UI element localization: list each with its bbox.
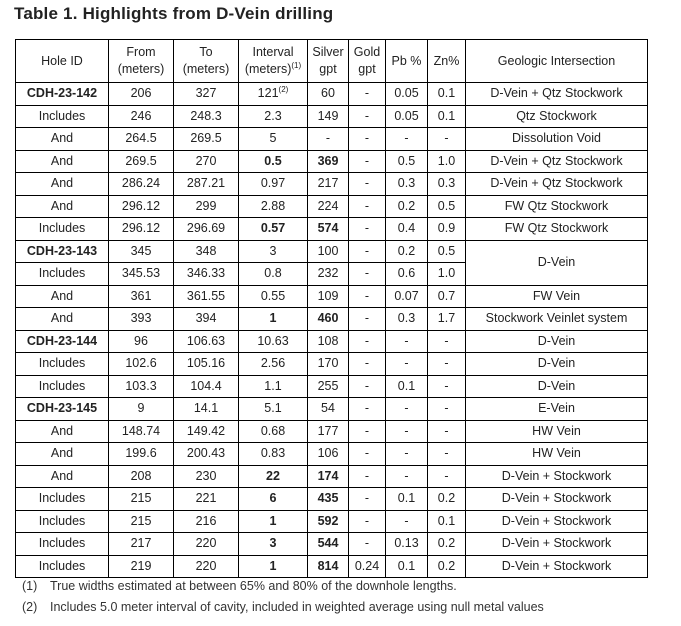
hole-id-cell: And <box>16 465 109 488</box>
header-row <box>16 40 648 83</box>
table-row <box>16 150 648 173</box>
hole-id-cell: Includes <box>16 488 109 511</box>
table-row <box>16 240 648 263</box>
to-cell: 327 <box>174 83 239 106</box>
table-title: Table 1. Highlights from D-Vein drilling <box>14 4 334 23</box>
hole-id-cell: Includes <box>16 353 109 376</box>
zn-cell: 0.2 <box>428 555 466 578</box>
table-row <box>16 375 648 398</box>
geologic-intersection-cell: D-Vein + Qtz Stockwork <box>466 150 648 173</box>
table-row <box>16 330 648 353</box>
gold-cell: - <box>349 533 386 556</box>
geologic-intersection-cell: FW Vein <box>466 285 648 308</box>
to-cell: 200.43 <box>174 443 239 466</box>
to-cell: 269.5 <box>174 128 239 151</box>
header-interval: Interval (meters)$^{(1)}$ <box>239 40 308 83</box>
to-cell: 361.55 <box>174 285 239 308</box>
silver-cell: 435 <box>308 488 349 511</box>
pb-cell: - <box>386 510 428 533</box>
gold-cell: - <box>349 443 386 466</box>
gold-cell: - <box>349 420 386 443</box>
interval-cell: 6 <box>239 488 308 511</box>
table-row <box>16 510 648 533</box>
hole-id-cell: Includes <box>16 510 109 533</box>
to-cell: 220 <box>174 533 239 556</box>
zn-cell: 0.1 <box>428 105 466 128</box>
gold-cell: - <box>349 83 386 106</box>
table-row <box>16 420 648 443</box>
geologic-intersection-cell: Qtz Stockwork <box>466 105 648 128</box>
interval-cell: 5.1 <box>239 398 308 421</box>
geologic-intersection-cell: FW Qtz Stockwork <box>466 195 648 218</box>
geologic-intersection-cell: D-Vein <box>466 240 648 285</box>
geologic-intersection-cell: D-Vein + Qtz Stockwork <box>466 173 648 196</box>
header-geologic-intersection: Geologic Intersection <box>466 40 648 83</box>
silver-cell: 460 <box>308 308 349 331</box>
interval-cell: 3 <box>239 240 308 263</box>
to-cell: 230 <box>174 465 239 488</box>
interval-cell: 2.88 <box>239 195 308 218</box>
zn-cell: 0.2 <box>428 488 466 511</box>
table-row <box>16 398 648 421</box>
zn-cell: - <box>428 375 466 398</box>
table-row <box>16 105 648 128</box>
geologic-intersection-cell: FW Qtz Stockwork <box>466 218 648 241</box>
interval-cell: 1 <box>239 555 308 578</box>
pb-cell: - <box>386 330 428 353</box>
to-cell: 105.16 <box>174 353 239 376</box>
to-cell: 106.63 <box>174 330 239 353</box>
gold-cell: - <box>349 510 386 533</box>
from-cell: 393 <box>109 308 174 331</box>
from-cell: 264.5 <box>109 128 174 151</box>
interval-cell: 2.3 <box>239 105 308 128</box>
interval-cell: 0.55 <box>239 285 308 308</box>
from-cell: 361 <box>109 285 174 308</box>
hole-id-cell: And <box>16 285 109 308</box>
geologic-intersection-cell: D-Vein + Qtz Stockwork <box>466 83 648 106</box>
table-body <box>16 83 648 578</box>
pb-cell: 0.07 <box>386 285 428 308</box>
from-cell: 345.53 <box>109 263 174 286</box>
silver-cell: 60 <box>308 83 349 106</box>
table-row <box>16 218 648 241</box>
from-cell: 148.74 <box>109 420 174 443</box>
from-cell: 286.24 <box>109 173 174 196</box>
silver-cell: 369 <box>308 150 349 173</box>
silver-cell: 814 <box>308 555 349 578</box>
hole-id-cell: And <box>16 173 109 196</box>
gold-cell: - <box>349 105 386 128</box>
table-row <box>16 83 648 106</box>
interval-cell: 1 <box>239 510 308 533</box>
zn-cell: 0.1 <box>428 83 466 106</box>
table-row <box>16 443 648 466</box>
geologic-intersection-cell: HW Vein <box>466 443 648 466</box>
interval-footnote-marker: (2) <box>278 85 289 95</box>
pb-cell: 0.2 <box>386 240 428 263</box>
geologic-intersection-cell: D-Vein <box>466 330 648 353</box>
header-zn: Zn% <box>428 40 466 83</box>
gold-cell: - <box>349 195 386 218</box>
geologic-intersection-cell: D-Vein + Stockwork <box>466 488 648 511</box>
hole-id-cell: CDH-23-142 <box>16 83 109 106</box>
geologic-intersection-cell: D-Vein <box>466 375 648 398</box>
gold-cell: - <box>349 128 386 151</box>
interval-cell: 3 <box>239 533 308 556</box>
geologic-intersection-cell: D-Vein + Stockwork <box>466 533 648 556</box>
zn-cell: 0.5 <box>428 240 466 263</box>
zn-cell: 1.7 <box>428 308 466 331</box>
pb-cell: 0.3 <box>386 173 428 196</box>
footnote-2: (2) Includes 5.0 meter interval of cavity, included in weighted average using null metal values <box>22 600 544 614</box>
hole-id-cell: And <box>16 150 109 173</box>
pb-cell: 0.1 <box>386 555 428 578</box>
to-cell: 149.42 <box>174 420 239 443</box>
header-hole-id: Hole ID <box>16 40 109 83</box>
silver-cell: 174 <box>308 465 349 488</box>
pb-cell: 0.05 <box>386 83 428 106</box>
interval-cell: 0.97 <box>239 173 308 196</box>
silver-cell: 255 <box>308 375 349 398</box>
header-gold: Gold gpt <box>349 40 386 83</box>
interval-cell: 0.5 <box>239 150 308 173</box>
silver-cell: 177 <box>308 420 349 443</box>
interval-cell: 1.1 <box>239 375 308 398</box>
header-to: To (meters) <box>174 40 239 83</box>
geologic-intersection-cell: Dissolution Void <box>466 128 648 151</box>
hole-id-cell: CDH-23-145 <box>16 398 109 421</box>
pb-cell: 0.13 <box>386 533 428 556</box>
silver-cell: 54 <box>308 398 349 421</box>
table-row <box>16 353 648 376</box>
geologic-intersection-cell: D-Vein + Stockwork <box>466 465 648 488</box>
zn-cell: - <box>428 420 466 443</box>
from-cell: 296.12 <box>109 218 174 241</box>
drilling-highlights-table <box>15 39 648 578</box>
from-cell: 215 <box>109 510 174 533</box>
silver-cell: 149 <box>308 105 349 128</box>
silver-cell: 106 <box>308 443 349 466</box>
pb-cell: 0.1 <box>386 488 428 511</box>
to-cell: 270 <box>174 150 239 173</box>
pb-cell: 0.6 <box>386 263 428 286</box>
silver-cell: 109 <box>308 285 349 308</box>
gold-cell: 0.24 <box>349 555 386 578</box>
hole-id-cell: CDH-23-143 <box>16 240 109 263</box>
from-cell: 219 <box>109 555 174 578</box>
silver-cell: 108 <box>308 330 349 353</box>
hole-id-cell: CDH-23-144 <box>16 330 109 353</box>
pb-cell: - <box>386 443 428 466</box>
to-cell: 394 <box>174 308 239 331</box>
interval-cell: 0.57 <box>239 218 308 241</box>
interval-cell: 22 <box>239 465 308 488</box>
interval-cell: 2.56 <box>239 353 308 376</box>
from-cell: 9 <box>109 398 174 421</box>
interval-cell: 10.63 <box>239 330 308 353</box>
gold-cell: - <box>349 398 386 421</box>
gold-cell: - <box>349 173 386 196</box>
to-cell: 104.4 <box>174 375 239 398</box>
from-cell: 217 <box>109 533 174 556</box>
gold-cell: - <box>349 488 386 511</box>
hole-id-cell: Includes <box>16 263 109 286</box>
interval-cell: 0.8 <box>239 263 308 286</box>
pb-cell: 0.05 <box>386 105 428 128</box>
gold-cell: - <box>349 308 386 331</box>
to-cell: 220 <box>174 555 239 578</box>
silver-cell: 232 <box>308 263 349 286</box>
table-row <box>16 285 648 308</box>
from-cell: 269.5 <box>109 150 174 173</box>
table-row <box>16 555 648 578</box>
header-pb: Pb % <box>386 40 428 83</box>
pb-cell: - <box>386 420 428 443</box>
to-cell: 287.21 <box>174 173 239 196</box>
to-cell: 346.33 <box>174 263 239 286</box>
table-row <box>16 533 648 556</box>
gold-cell: - <box>349 353 386 376</box>
gold-cell: - <box>349 375 386 398</box>
to-cell: 299 <box>174 195 239 218</box>
table-row <box>16 308 648 331</box>
silver-cell: - <box>308 128 349 151</box>
from-cell: 96 <box>109 330 174 353</box>
interval-cell: 1 <box>239 308 308 331</box>
geologic-intersection-cell: E-Vein <box>466 398 648 421</box>
pb-cell: 0.4 <box>386 218 428 241</box>
hole-id-cell: Includes <box>16 218 109 241</box>
gold-cell: - <box>349 218 386 241</box>
geologic-intersection-cell: D-Vein <box>466 353 648 376</box>
from-cell: 215 <box>109 488 174 511</box>
from-cell: 345 <box>109 240 174 263</box>
silver-cell: 592 <box>308 510 349 533</box>
gold-cell: - <box>349 465 386 488</box>
zn-cell: 0.7 <box>428 285 466 308</box>
hole-id-cell: And <box>16 308 109 331</box>
geologic-intersection-cell: Stockwork Veinlet system <box>466 308 648 331</box>
hole-id-cell: Includes <box>16 105 109 128</box>
table-row <box>16 195 648 218</box>
zn-cell: - <box>428 330 466 353</box>
from-cell: 206 <box>109 83 174 106</box>
hole-id-cell: And <box>16 128 109 151</box>
header-silver: Silver gpt <box>308 40 349 83</box>
to-cell: 296.69 <box>174 218 239 241</box>
hole-id-cell: Includes <box>16 533 109 556</box>
from-cell: 246 <box>109 105 174 128</box>
interval-cell: 0.68 <box>239 420 308 443</box>
geologic-intersection-cell: D-Vein + Stockwork <box>466 555 648 578</box>
hole-id-cell: And <box>16 195 109 218</box>
to-cell: 248.3 <box>174 105 239 128</box>
zn-cell: 1.0 <box>428 150 466 173</box>
footnote-1: (1) True widths estimated at between 65% and 80% of the downhole lengths. <box>22 579 457 593</box>
interval-cell: 0.83 <box>239 443 308 466</box>
hole-id-cell: And <box>16 443 109 466</box>
zn-cell: 0.3 <box>428 173 466 196</box>
table-row <box>16 173 648 196</box>
from-cell: 199.6 <box>109 443 174 466</box>
table-row <box>16 488 648 511</box>
zn-cell: - <box>428 353 466 376</box>
zn-cell: 0.9 <box>428 218 466 241</box>
zn-cell: - <box>428 398 466 421</box>
header-from: From (meters) <box>109 40 174 83</box>
pb-cell: 0.1 <box>386 375 428 398</box>
from-cell: 103.3 <box>109 375 174 398</box>
silver-cell: 217 <box>308 173 349 196</box>
zn-cell: 0.1 <box>428 510 466 533</box>
interval-cell: 121$^{(2)}$ <box>239 83 308 106</box>
silver-cell: 224 <box>308 195 349 218</box>
from-cell: 296.12 <box>109 195 174 218</box>
silver-cell: 170 <box>308 353 349 376</box>
to-cell: 216 <box>174 510 239 533</box>
to-cell: 221 <box>174 488 239 511</box>
gold-cell: - <box>349 240 386 263</box>
zn-cell: 0.2 <box>428 533 466 556</box>
pb-cell: - <box>386 398 428 421</box>
gold-cell: - <box>349 263 386 286</box>
pb-cell: 0.5 <box>386 150 428 173</box>
gold-cell: - <box>349 330 386 353</box>
gold-cell: - <box>349 285 386 308</box>
pb-cell: - <box>386 128 428 151</box>
hole-id-cell: Includes <box>16 555 109 578</box>
hole-id-cell: Includes <box>16 375 109 398</box>
from-cell: 102.6 <box>109 353 174 376</box>
silver-cell: 100 <box>308 240 349 263</box>
hole-id-cell: And <box>16 420 109 443</box>
geologic-intersection-cell: D-Vein + Stockwork <box>466 510 648 533</box>
interval-cell: 5 <box>239 128 308 151</box>
zn-cell: - <box>428 128 466 151</box>
footnotes <box>22 576 544 618</box>
zn-cell: - <box>428 465 466 488</box>
to-cell: 14.1 <box>174 398 239 421</box>
table-row <box>16 465 648 488</box>
zn-cell: 0.5 <box>428 195 466 218</box>
pb-cell: 0.3 <box>386 308 428 331</box>
zn-cell: 1.0 <box>428 263 466 286</box>
pb-cell: - <box>386 353 428 376</box>
zn-cell: - <box>428 443 466 466</box>
from-cell: 208 <box>109 465 174 488</box>
silver-cell: 544 <box>308 533 349 556</box>
table-row <box>16 128 648 151</box>
gold-cell: - <box>349 150 386 173</box>
silver-cell: 574 <box>308 218 349 241</box>
to-cell: 348 <box>174 240 239 263</box>
pb-cell: - <box>386 465 428 488</box>
geologic-intersection-cell: HW Vein <box>466 420 648 443</box>
pb-cell: 0.2 <box>386 195 428 218</box>
